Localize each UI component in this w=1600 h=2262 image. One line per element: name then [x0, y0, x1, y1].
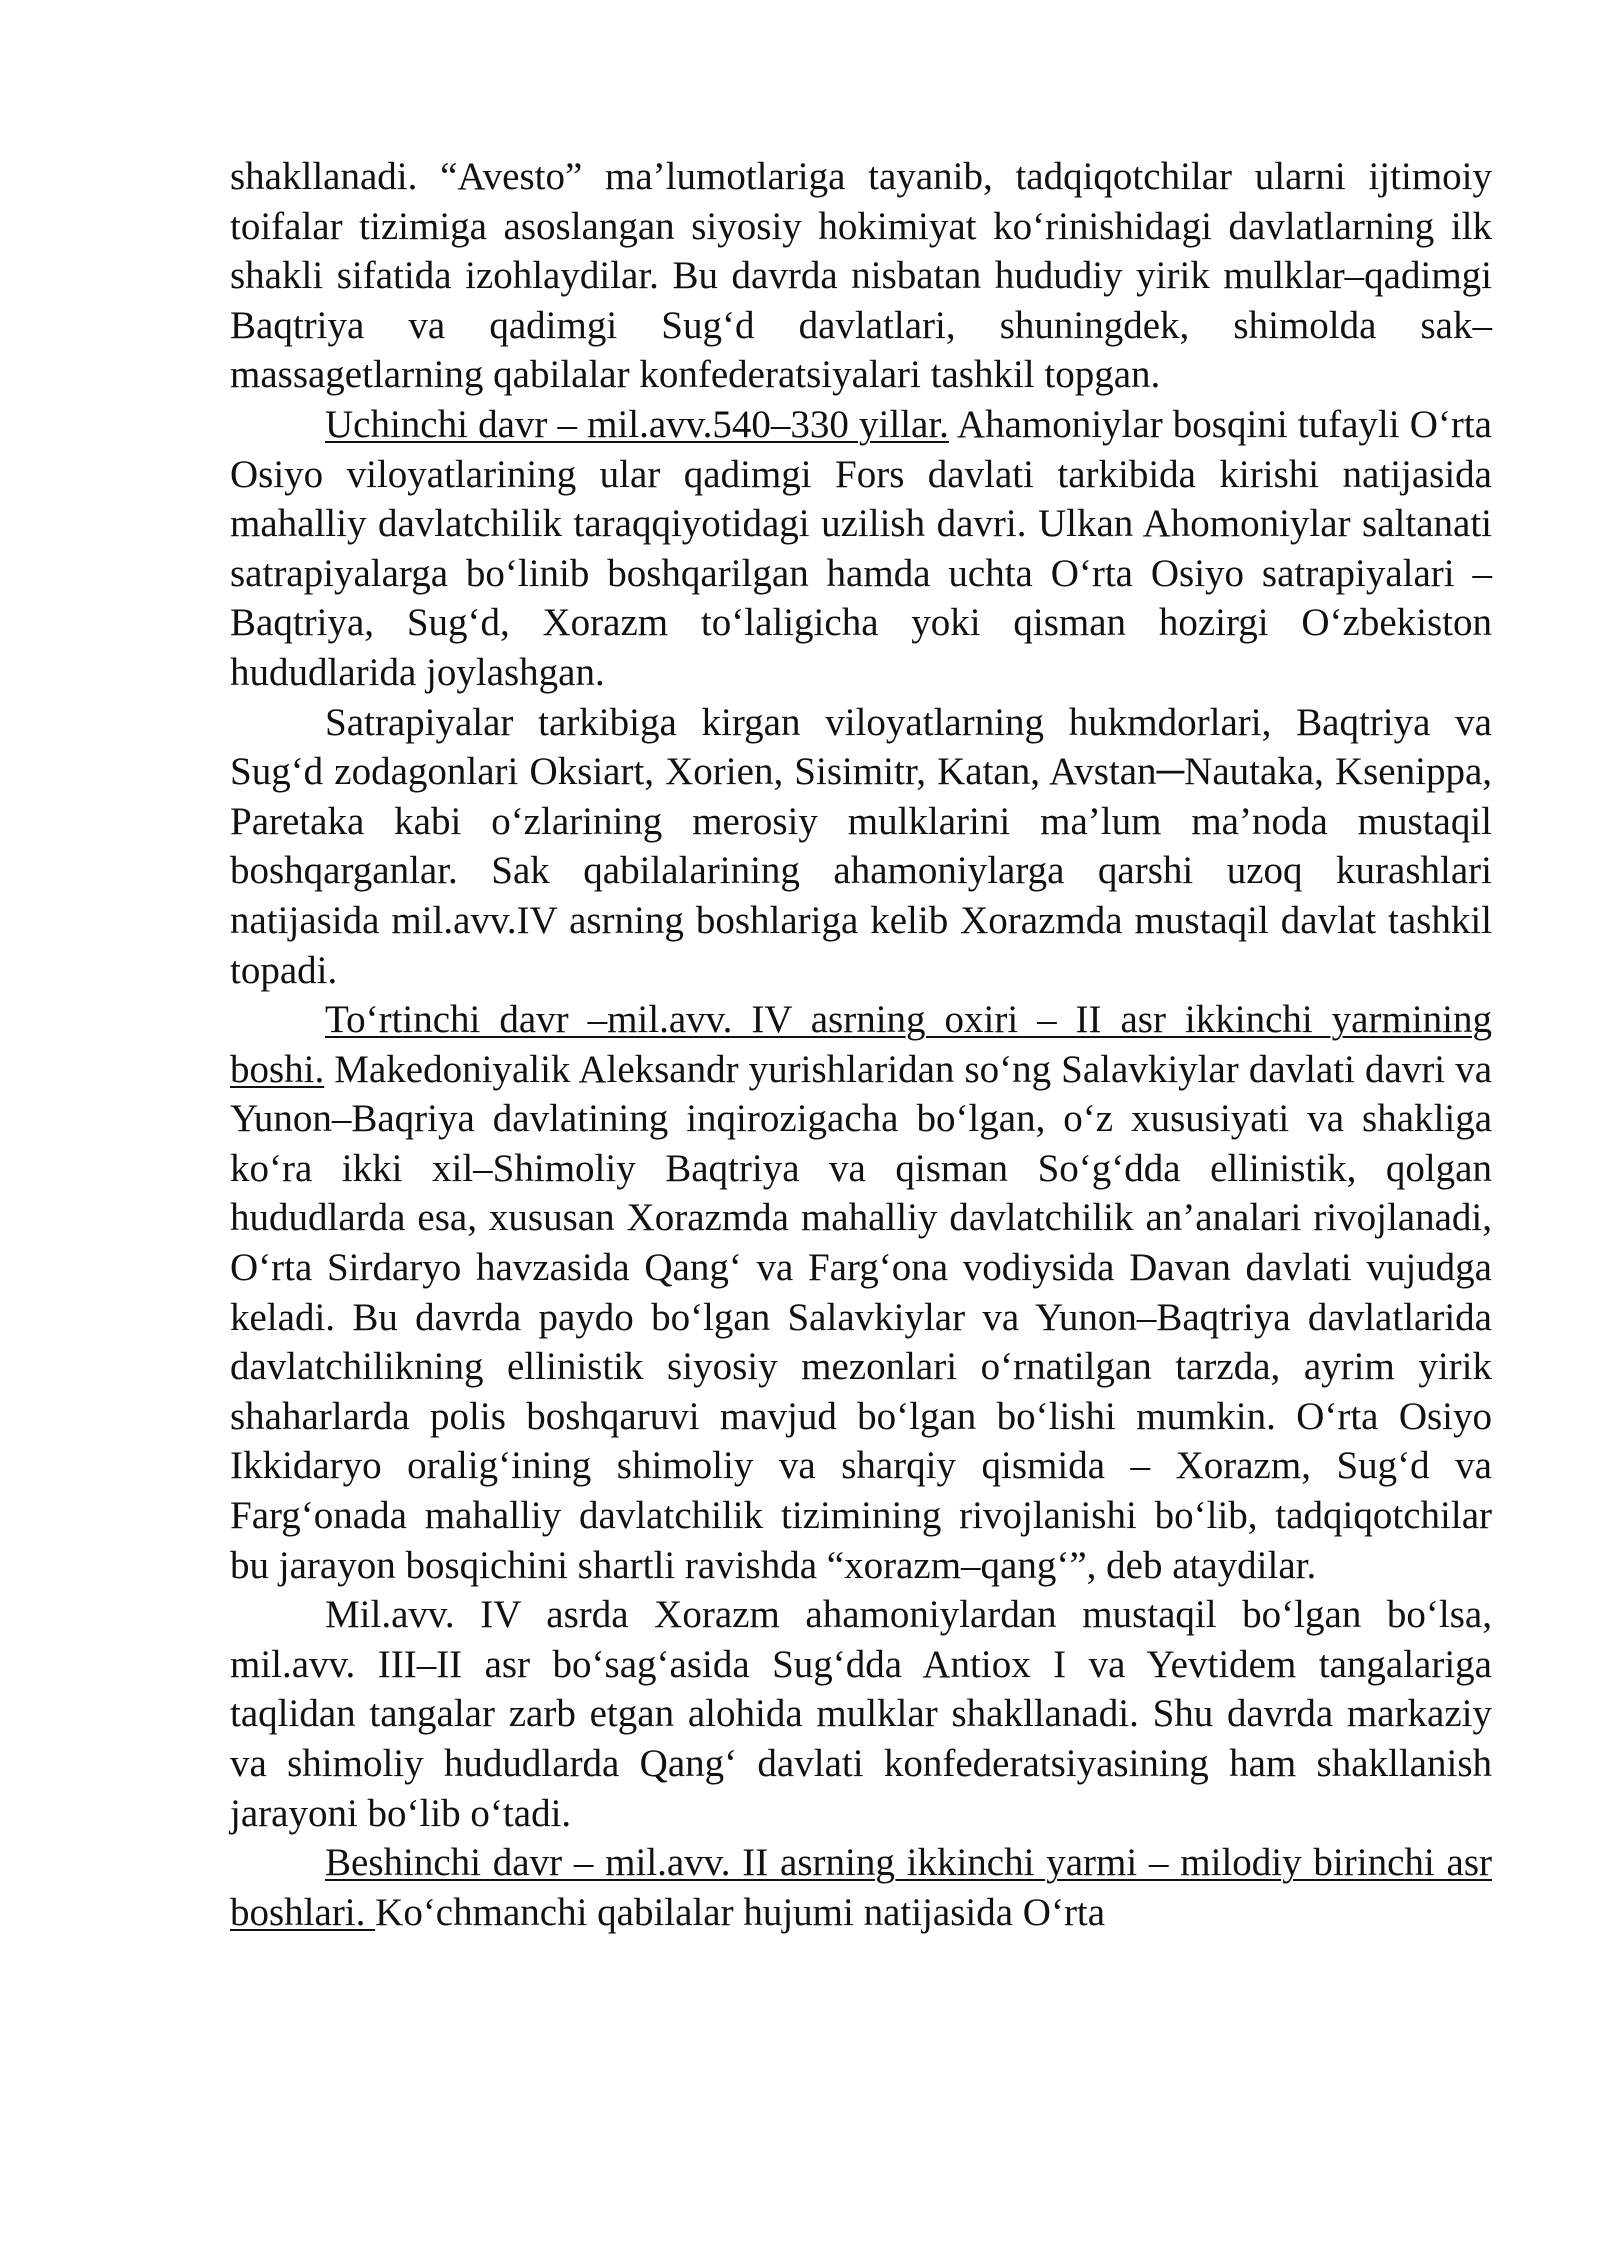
paragraph-2 [230, 400, 1492, 698]
period-5-heading: Beshinchi davr – mil.avv. II asrning ikkinchi yarmi – milodiy birinchi asr boshlari. [230, 1841, 1492, 1934]
paragraph-4-text: Makedoniyalik Aleksandr yurishlaridan so‘ng Salavkiylar davlati davri va Yunon–Baqriya davlatining inqirozigacha bo‘lgan, o‘z xususiyati va shakliga ko‘ra ikki xil–Shimoliy Baqtriya va qisman So‘g‘dda ellinistik, qolgan hududlarda esa, xususan Xorazmda mahalliy davlatchilik an’analari rivojlanadi, O‘rta Sirdaryo havzasida Qang‘ va Farg‘ona vodiysida Davan davlati vujudga keladi. Bu davrda paydo bo‘lgan Salavkiylar va Yunon–Baqtriya davlatlarida davlatchilikning ellinistik siyosiy mezonlari o‘rnatilgan tarzda, ayrim yirik shaharlarda polis boshqaruvi mavjud bo‘lgan bo‘lishi mumkin. O‘rta Osiyo Ikkidaryo oralig‘ining shimoliy va sharqiy qismida – Xorazm, Sug‘d va Farg‘onada mahalliy davlatchilik tizimining rivojlanishi bo‘lib, tadqiqotchilar bu jarayon bosqichini shartli ravishda “xorazm–qang‘”, deb ataydilar. [230, 1047, 1492, 1587]
paragraph-5 [230, 1590, 1492, 1838]
paragraph-4 [230, 995, 1492, 1590]
paragraph-6 [230, 1838, 1492, 1937]
period-4-heading: To‘rtinchi davr –mil.avv. IV asrning oxiri – II asr ikkinchi yarmining boshi. [230, 998, 1492, 1091]
paragraph-1 [230, 152, 1492, 400]
paragraph-3 [230, 698, 1492, 996]
paragraph-1-text: shakllanadi. “Avesto” ma’lumotlariga tayanib, tadqiqotchilar ularni ijtimoiy toifalar tizimiga asoslangan siyosiy hokimiyat ko‘rinishidagi davlatlarning ilk shakli sifatida izohlaydilar. Bu davrda nisbatan hududiy yirik mulklar–qadimgi Baqtriya va qadimgi Sug‘d davlatlari, shuningdek, shimolda sak–massagetlarning qabilalar konfederatsiyalari tashkil topgan. [230, 155, 1492, 397]
paragraph-6-text: Ko‘chmanchi qabilalar hujumi natijasida O‘rta [375, 1890, 1106, 1934]
paragraph-2-text: Ahamoniylar bosqini tufayli O‘rta Osiyo viloyatlarining ular qadimgi Fors davlati tarkibida kirishi natijasida mahalliy davlatchilik taraqqiyotidagi uzilish davri. Ulkan Ahomoniylar saltanati satrapiyalarga bo‘linib boshqarilgan hamda uchta O‘rta Osiyo satrapiyalari – Baqtriya, Sug‘d, Xorazm to‘laligicha yoki qisman hozirgi O‘zbekiston hududlarida joylashgan. [230, 402, 1492, 694]
paragraph-3-text: Satrapiyalar tarkibiga kirgan viloyatlarning hukmdorlari, Baqtriya va Sug‘d zodagonlari Oksiart, Xorien, Sisimitr, Katan, Avstan─Nautaka, Ksenippa, Paretaka kabi o‘zlarining merosiy mulklarini ma’lum ma’noda mustaqil boshqarganlar. Sak qabilalarining ahamoniylarga qarshi uzoq kurashlari natijasida mil.avv.IV asrning boshlariga kelib Xorazmda mustaqil davlat tashkil topadi. [230, 700, 1492, 992]
period-3-heading: Uchinchi davr – mil.avv.540–330 yillar. [325, 402, 949, 446]
document-page [230, 152, 1492, 1937]
paragraph-5-text: Mil.avv. IV asrda Xorazm ahamoniylardan mustaqil bo‘lgan bo‘lsa, mil.avv. III–II asr bo‘sag‘asida Sug‘dda Antiox I va Yevtidem tangalariga taqlidan tangalar zarb etgan alohida mulklar shakllanadi. Shu davrda markaziy va shimoliy hududlarda Qang‘ davlati konfederatsiyasining ham shakllanish jarayoni bo‘lib o‘tadi. [230, 1593, 1492, 1835]
